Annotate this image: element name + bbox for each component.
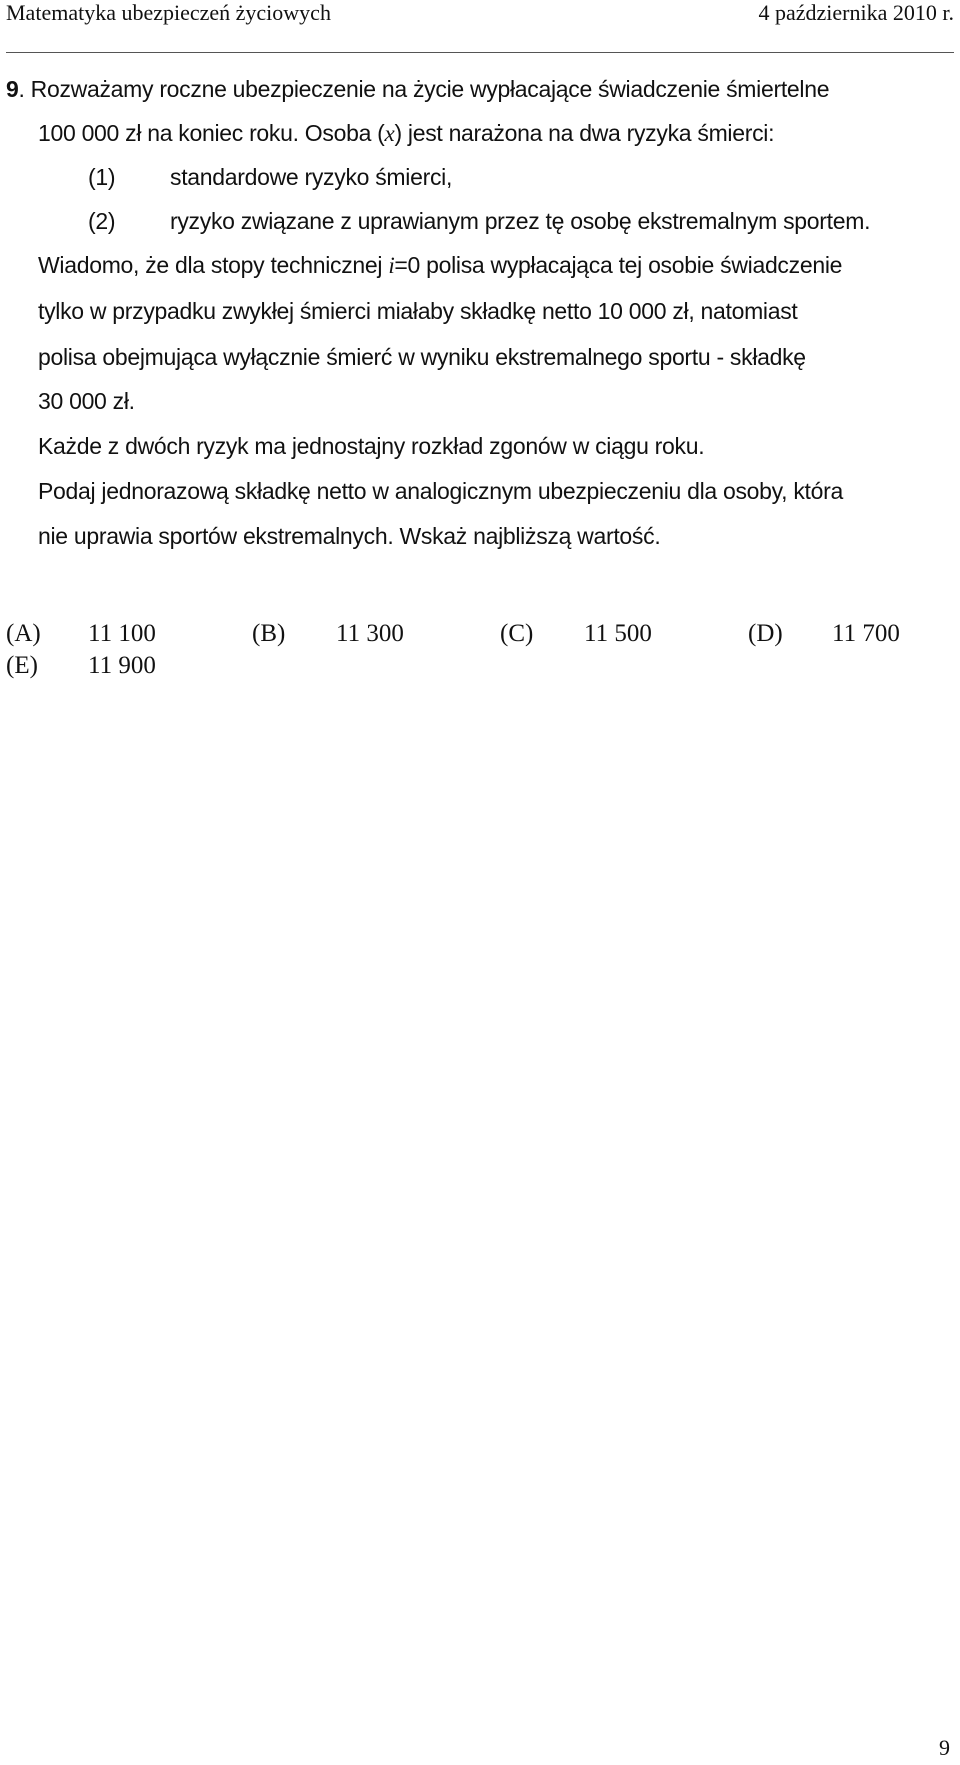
variable-x: x: [384, 121, 395, 146]
answer-e-label: (E): [6, 652, 38, 679]
answer-a-label: (A): [6, 620, 41, 647]
answer-d-value: 11 700: [832, 620, 900, 647]
problem-line-7: polisa obejmująca wyłącznie śmierć w wyniku ekstremalnego sportu - składkę: [38, 344, 806, 370]
header-title: Matematyka ubezpieczeń życiowych: [6, 0, 331, 25]
answer-e-value: 11 900: [88, 652, 156, 679]
problem-line-9: Każde z dwóch ryzyk ma jednostajny rozkład zgonów w ciągu roku.: [38, 433, 705, 459]
problem-line-2: 100 000 zł na koniec roku. Osoba (x) jest narażona na dwa ryzyka śmierci:: [38, 120, 775, 146]
header-date: 4 października 2010 r.: [758, 0, 954, 25]
answer-b-value: 11 300: [336, 620, 404, 647]
problem-line-6: tylko w przypadku zwykłej śmierci miałaby składkę netto 10 000 zł, natomiast: [38, 298, 798, 324]
answer-b-label: (B): [252, 620, 286, 647]
problem-line-5: Wiadomo, że dla stopy technicznej i=0 polisa wypłacająca tej osobie świadczenie: [38, 252, 843, 278]
answer-c-value: 11 500: [584, 620, 652, 647]
answer-a-value: 11 100: [88, 620, 156, 647]
problem-number: 9: [6, 76, 19, 102]
page-number: 9: [939, 1735, 950, 1760]
page-header: [6, 0, 954, 53]
problem-line-8: 30 000 zł.: [38, 388, 135, 414]
problem-line-11: nie uprawia sportów ekstremalnych. Wskaż najbliższą wartość.: [38, 523, 661, 549]
answer-d-label: (D): [748, 620, 783, 647]
problem-intro: . Rozważamy roczne ubezpieczenie na życie wypłacające świadczenie śmiertelne: [18, 76, 830, 102]
problem-line-10: Podaj jednorazową składkę netto w analogicznym ubezpieczeniu dla osoby, która: [38, 478, 843, 504]
variable-i: i: [388, 253, 395, 278]
answer-row-1: [0, 620, 960, 652]
answer-row-2: [0, 652, 960, 684]
answer-c-label: (C): [500, 620, 534, 647]
problem-line-1: [6, 76, 829, 103]
